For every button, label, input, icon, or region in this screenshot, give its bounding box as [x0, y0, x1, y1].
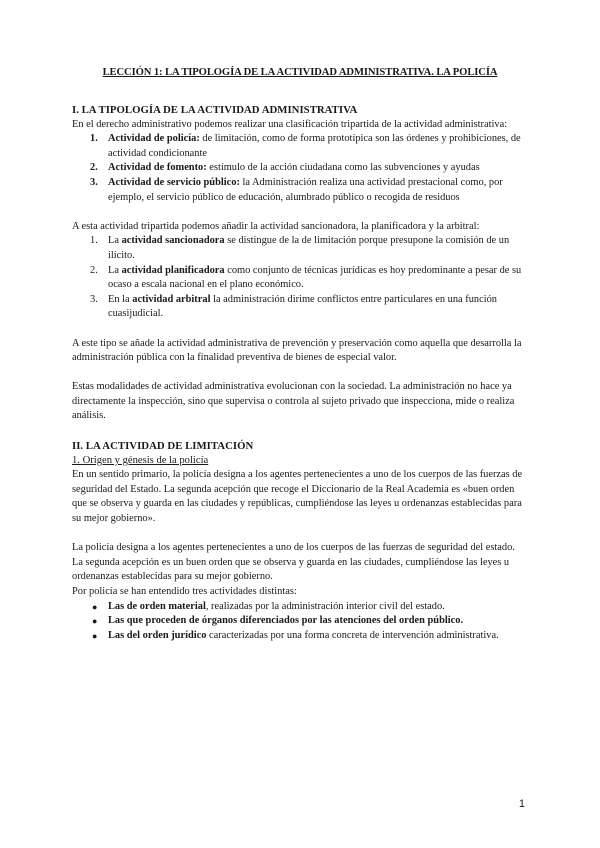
police-activities-list	[72, 600, 528, 644]
bullet-icon: ●	[92, 601, 98, 612]
additional-activity-list	[72, 234, 528, 322]
list-item: ● Las del orden jurídico caracterizadas por una forma concreta de intervención administrativa.	[72, 629, 528, 644]
section2-para1: En un sentido primario, la policía designa a los agentes pertenecientes a uno de los cuerpos de las fuerzas de seguridad del Estado. La segunda acepción que recoge el Diccionario de la Real Academia es «buen orden que se observa y guarda en las ciudades y repúblicas, cumpliéndose las leyes u ordenanzas establecidas para su mejor gobierno».	[72, 469, 523, 525]
list-item: 2. Actividad de fomento: estímulo de la acción ciudadana como las subvenciones y ayudas	[90, 162, 480, 174]
list-item: 1. La actividad sancionadora se distingue de la de limitación porque presupone la comisión de un ilícito.	[90, 235, 510, 261]
section2-subheading: 1. Origen y génesis de la policía	[72, 454, 209, 466]
bullet-icon: ●	[92, 630, 98, 641]
list-item: 2. La actividad planificadora como conjunto de técnicas jurídicas es hoy predominante a pesar de su ocaso a escala nacional en el plano económico.	[90, 264, 522, 291]
list-item: 3. Actividad de servicio público: la Administración realiza una actividad prestacional como, por ejemplo, el servicio público de educación, alumbrado público o recogida de residuos	[90, 176, 503, 203]
section2-heading: II. LA ACTIVIDAD DE LIMITACIÓN	[72, 439, 254, 452]
section1-para3: A este tipo se añade la actividad administrativa de prevención y preservación como aquella que desarrolla la administración pública con la finalidad preventiva de bienes de especial valor.	[72, 337, 522, 364]
section2-para2: La policía designa a los agentes pertenecientes a uno de los cuerpos de las fuerzas de seguridad del estado. La segunda acepción es un buen orden que se observa y guarda en las ciudades, cumpliéndose las leyes u ordenanzas establecidas para su mejor gobierno.	[72, 542, 515, 583]
list-item: 1. Actividad de policía: de limitación, como de forma prototípica son las órdenes y prohibiciones, de actividad condicionante	[90, 133, 521, 159]
section1-intro: En el derecho administrativo podemos realizar una clasificación tripartida de la actividad administrativa:	[72, 118, 508, 130]
list-item: 3. En la actividad arbitral la administración dirime conflictos entre particulares en una función cuasijudicial.	[90, 293, 497, 320]
section1-heading: I. LA TIPOLOGÍA DE LA ACTIVIDAD ADMINISTRATIVA	[72, 103, 358, 116]
list-item: ● Las que proceden de órganos diferenciados por las atenciones del orden público.	[72, 614, 528, 629]
bullet-icon: ●	[92, 616, 98, 627]
section2-para3: Por policía se han entendido tres actividades distintas:	[72, 586, 297, 597]
activity-list	[72, 132, 528, 205]
document-page	[72, 66, 528, 643]
page-title: LECCIÓN 1: LA TIPOLOGÍA DE LA ACTIVIDAD ADMINISTRATIVA. LA POLICÍA	[102, 67, 498, 78]
list-item: ● Las de orden material, realizadas por la administración interior civil del estado.	[72, 600, 528, 615]
section1-para2: A esta actividad tripartida podemos añadir la actividad sancionadora, la planificadora y la arbitral:	[72, 220, 480, 232]
section1-para4: Estas modalidades de actividad administrativa evolucionan con la sociedad. La administración no hace ya directamente la inspección, sino que supervisa o controla al sujeto privado que inspecciona, mide o realiza análisis.	[72, 381, 515, 422]
page-number: 1	[518, 798, 525, 810]
